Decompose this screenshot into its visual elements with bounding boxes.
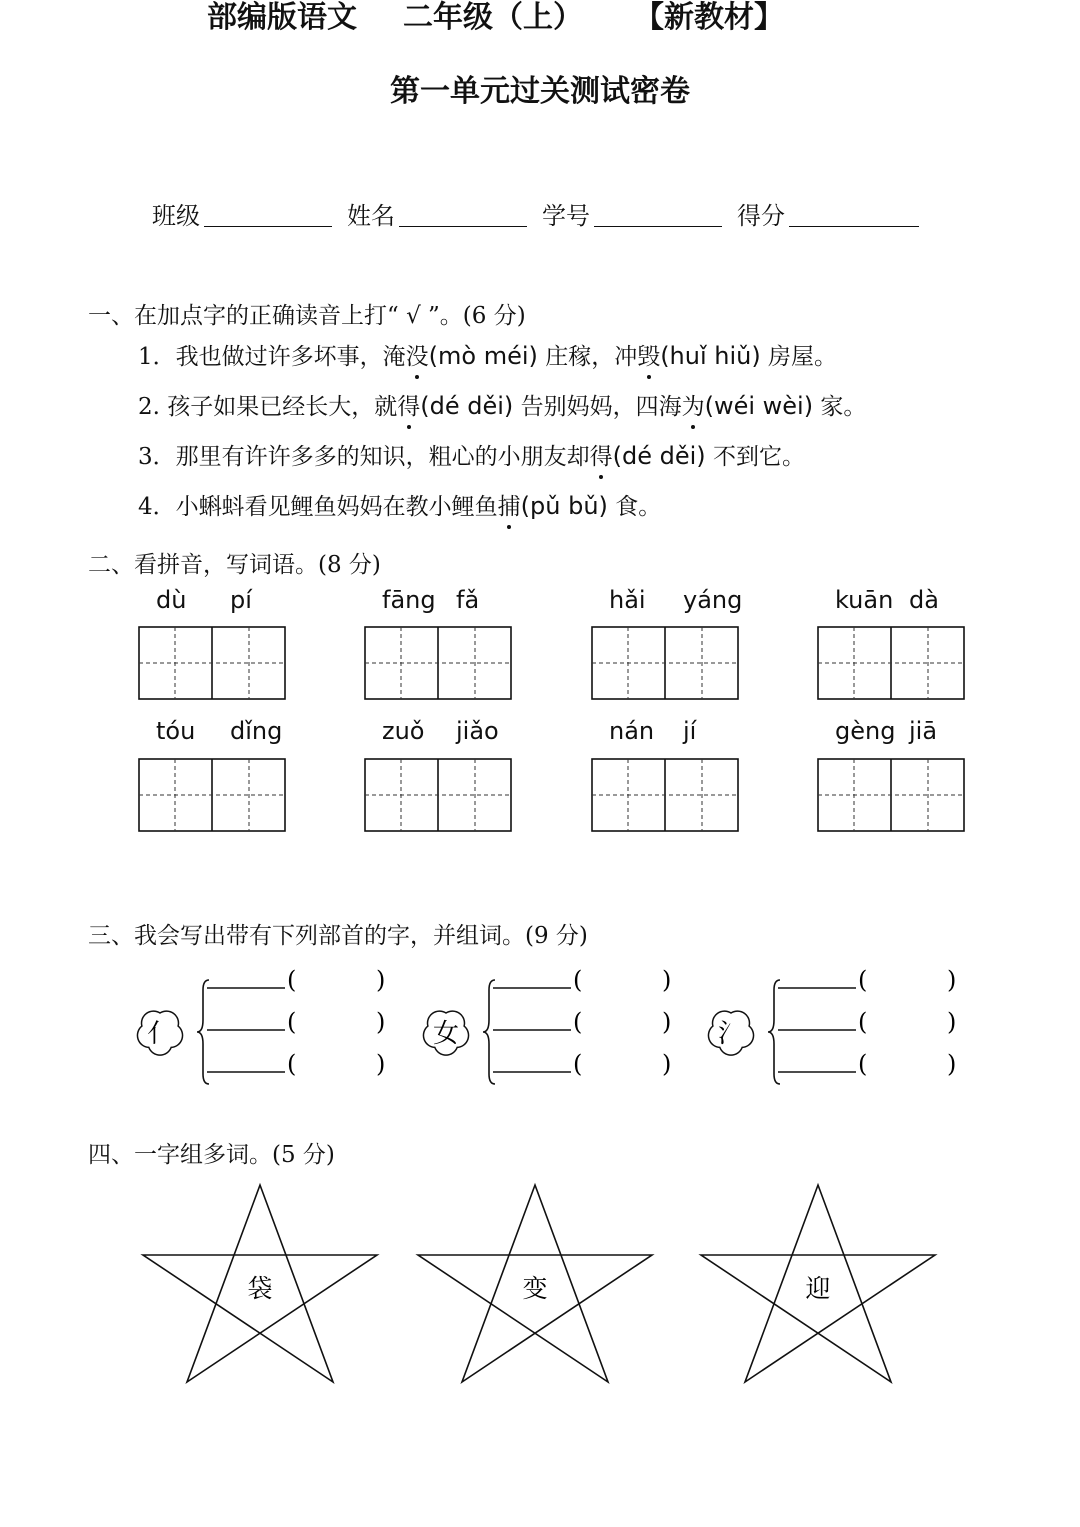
word-answer-area[interactable] [301,1048,371,1076]
pinyin-syllable: pí [230,586,252,614]
word-answer-area[interactable] [587,1048,657,1076]
paren-open: ( [287,1050,297,1078]
name-label: 姓名 [347,202,395,230]
pinyin-syllable: kuān [835,586,894,614]
section4-title: 四、一字组多词。(5 分) [88,1142,335,1168]
pinyin-syllable: fāng [382,586,436,614]
pinyin-syllable: jí [683,717,697,745]
dotted-char: 得 [590,438,613,471]
star-group [418,1185,652,1382]
star-group [701,1185,935,1382]
star-center-char: 变 [522,1274,548,1303]
paren-close: ) [947,1050,957,1078]
title-grade: 二年级（上） [403,0,583,35]
tianzige-box[interactable] [591,758,739,832]
pinyin-syllable: tóu [156,717,196,745]
radical-group [708,964,956,1084]
brace [197,980,209,1084]
paren-open: ( [573,1050,583,1078]
tianzige-box[interactable] [364,758,512,832]
dotted-char: 毁 [637,338,660,371]
word-answer-area[interactable] [301,964,371,992]
word-answer-area[interactable] [872,1006,942,1034]
question1: 1．我也做过许多坏事，淹没(mò méi) 庄稼，冲毁(huǐ hiǔ) 房屋。 [138,338,837,371]
paren-close: ) [376,1008,386,1036]
score-label: 得分 [737,202,785,230]
pinyin-label [591,586,743,618]
star-center-char: 袋 [247,1274,273,1303]
radical-char: 女 [432,1019,460,1049]
question4: 4．小蝌蚪看见鲤鱼妈妈在教小鲤鱼捕(pǔ bǔ) 食。 [138,488,661,521]
pinyin-label [138,717,286,749]
paren-open: ( [858,1050,868,1078]
pinyin-choice[interactable]: (dé děi) [420,392,514,420]
pinyin-choice[interactable]: (mò méi) [428,342,538,370]
pinyin-label [817,586,965,618]
word-answer-area[interactable] [872,1048,942,1076]
tianzige-box[interactable] [138,626,286,700]
class-blank[interactable] [204,226,332,227]
radical-group [137,964,385,1084]
pinyin-syllable: yáng [683,586,743,614]
pinyin-choice[interactable]: (huǐ hiǔ) [660,342,761,370]
page-subtitle: 第一单元过关测试密卷 [390,74,690,109]
dotted-char: 捕 [498,488,521,521]
paren-open: ( [573,966,583,994]
paren-close: ) [662,1050,672,1078]
pinyin-syllable: gèng [835,717,896,745]
paren-close: ) [662,1008,672,1036]
section1-title: 一、在加点字的正确读音上打“ √ ”。(6 分) [88,303,526,329]
pinyin-syllable: fǎ [456,586,480,614]
pinyin-label [591,717,739,749]
brace [483,980,495,1084]
question2: 2. 孩子如果已经长大，就得(dé děi) 告别妈妈，四海为(wéi wèi) 家。 [138,388,866,421]
paren-close: ) [376,966,386,994]
paren-open: ( [858,1008,868,1036]
paren-close: ) [947,1008,957,1036]
radical-group [423,964,671,1084]
dotted-char: 没 [406,338,429,371]
pinyin-syllable: zuǒ [382,717,425,745]
word-answer-area[interactable] [587,964,657,992]
pinyin-syllable: dǐng [230,717,283,745]
pinyin-choice[interactable]: (dé děi) [612,442,706,470]
star-exercises [0,1175,1080,1405]
brace [768,980,780,1084]
class-label: 班级 [152,202,200,230]
word-answer-area[interactable] [872,964,942,992]
star-group [143,1185,377,1382]
paren-open: ( [573,1008,583,1036]
section3-title: 三、我会写出带有下列部首的字，并组词。(9 分) [88,923,588,949]
word-answer-area[interactable] [301,1006,371,1034]
tianzige-box[interactable] [817,626,965,700]
dotted-char: 得 [397,388,420,421]
paren-open: ( [287,966,297,994]
dotted-char: 为 [682,388,705,421]
paren-close: ) [376,1050,386,1078]
word-answer-area[interactable] [587,1006,657,1034]
pinyin-label [138,586,286,618]
tianzige-box[interactable] [138,758,286,832]
pinyin-syllable: jiā [909,717,938,745]
section2-title: 二、看拼音，写词语。(8 分) [88,552,381,578]
pinyin-choice[interactable]: (wéi wèi) [704,392,814,420]
tianzige-box[interactable] [817,758,965,832]
title-edition: 【新教材】 [634,0,784,35]
radical-char: 亻 [146,1019,174,1049]
pinyin-syllable: jiǎo [456,717,499,745]
radical-groups [0,960,1080,1100]
radical-char: 氵 [717,1019,745,1049]
pinyin-syllable: dù [156,586,187,614]
student-id-label: 学号 [542,202,590,230]
pinyin-label [364,586,512,618]
paren-open: ( [287,1008,297,1036]
question3: 3．那里有许许多多的知识，粗心的小朋友却得(dé děi) 不到它。 [138,438,805,471]
title-subject: 部编版语文 [207,0,357,35]
pinyin-choice[interactable]: (pǔ bǔ) [520,492,608,520]
star-center-char: 迎 [805,1274,831,1303]
pinyin-label [817,717,965,749]
student-info-row [0,196,1080,236]
paren-close: ) [947,966,957,994]
score-blank[interactable] [789,226,919,227]
paren-close: ) [662,966,672,994]
tianzige-box[interactable] [591,626,739,700]
name-blank[interactable] [399,226,527,227]
pinyin-syllable: dà [909,586,939,614]
pinyin-label [364,717,512,749]
pinyin-syllable: hǎi [609,586,646,614]
pinyin-syllable: nán [609,717,655,745]
paren-open: ( [858,966,868,994]
student-id-blank[interactable] [594,226,722,227]
tianzige-box[interactable] [364,626,512,700]
